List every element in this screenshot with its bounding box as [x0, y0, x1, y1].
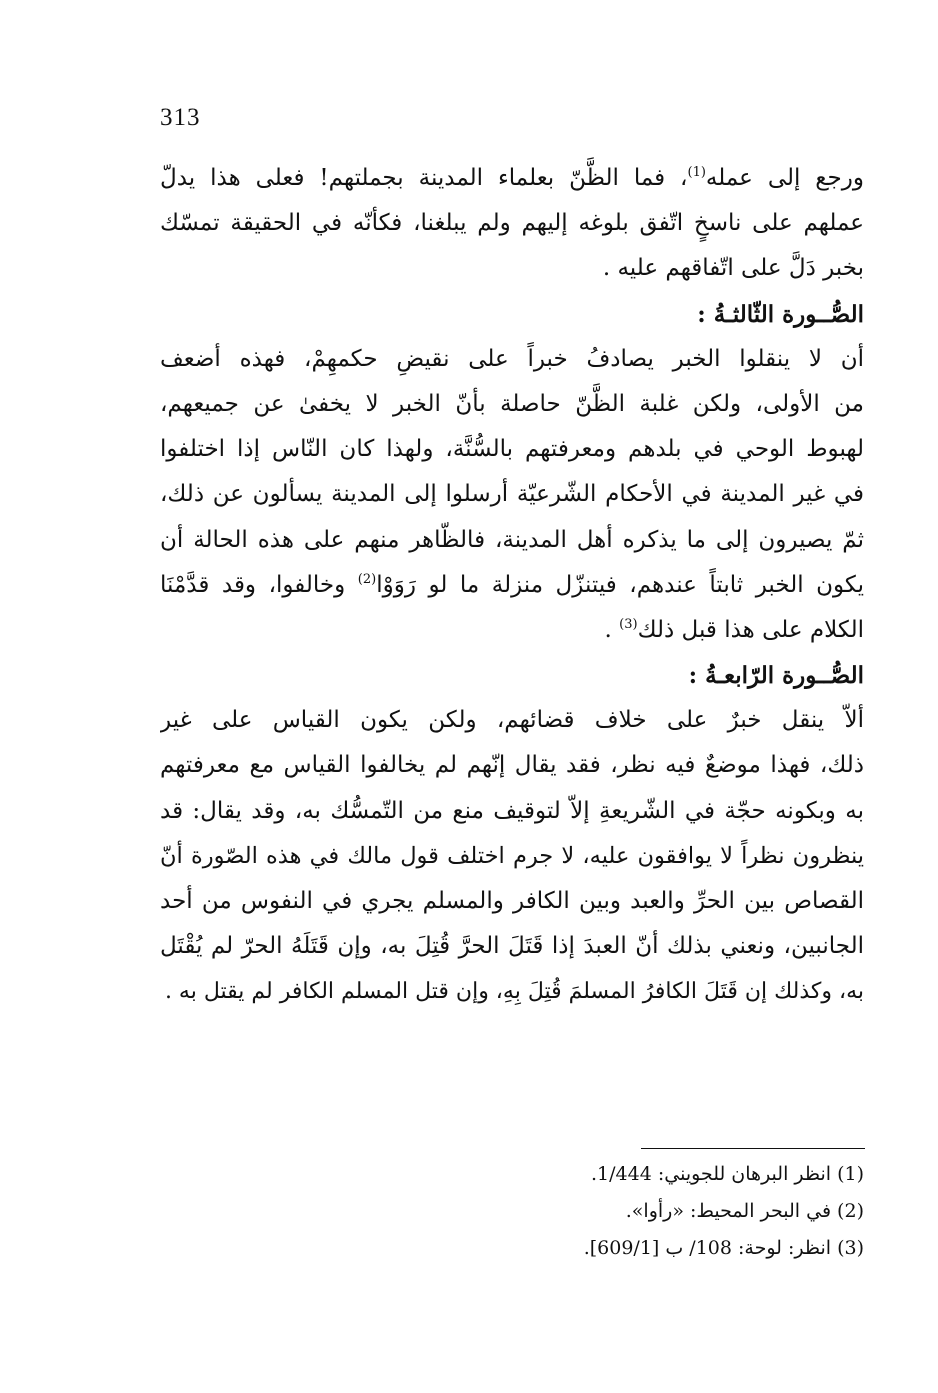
footnote-ref-1: (1)	[687, 165, 706, 180]
section-heading-third: الصُّــورة الثّالثـةُ :	[697, 300, 864, 328]
page-number: 313	[160, 104, 201, 131]
text-segment: .	[604, 616, 620, 643]
footnote-ref-2: (2)	[357, 571, 377, 587]
text-line: به وبكونه حجّة في الشّريعةِ إلاّ لتوقيف منع من التّمسُّك به، وقد يقال: قد	[160, 797, 864, 824]
text-segment: ، فما الظَّنّ بعلماء المدينة بجملتهم! فعلى هذا يدلّ	[160, 165, 688, 191]
text-line	[160, 156, 864, 201]
footnotes	[160, 1156, 864, 1267]
footnote-1: (1) انظر البرهان للجويني: 1/444.	[591, 1163, 864, 1185]
text-line	[160, 608, 864, 653]
text-line	[160, 563, 864, 608]
footnote-divider	[641, 1148, 865, 1149]
text-line: به، وكذلك إن قَتَلَ الكافرُ المسلمَ قُتِلَ بِهِ، وإن قتل المسلم الكافر لم يقتل به .	[164, 979, 864, 1005]
section-heading-fourth: الصُّــورة الرّابعـةُ :	[688, 662, 864, 690]
text-segment: وخالفوا، وقد قدَّمْنَا	[160, 571, 358, 598]
text-segment: الكلام على هذا قبل ذلك	[637, 616, 864, 643]
text-line: ثمّ يصيرون إلى ما يذكره أهل المدينة، فالظّاهر منهم على هذه الحالة أن	[160, 526, 864, 553]
text-segment: يكون الخبر ثابتاً عندهم، فيتنزّل منزلة ما لو رَوَوْا	[376, 571, 864, 598]
text-segment: ورجع إلى عمله	[705, 165, 864, 191]
text-line: أن لا ينقلوا الخبر يصادفُ خبراً على نقيضِ حكمهِمْ، فهذه أضعف	[160, 345, 864, 372]
text-line: عملهم على ناسخٍ اتّفق بلوغه إليهم ولم يبلغنا، فكأنّه في الحقيقة تمسّك	[160, 210, 864, 237]
text-line: ألاّ ينقل خبرٌ على خلاف قضائهم، ولكن يكون القياس على غير	[160, 707, 864, 734]
text-line: ينظرون نظراً لا يوافقون عليه، لا جرم اختلف قول مالك في هذه الصّورة أنّ	[160, 842, 864, 869]
footnote-3: (3) انظر: لوحة: 108/ ب [609/1].	[583, 1237, 864, 1259]
text-line: بخبر دَلَّ على اتّفاقهم عليه .	[602, 255, 864, 282]
text-line: لهبوط الوحي في بلدهم ومعرفتهم بالسُّنَّة، ولهذا كان النّاس إذا اختلفوا	[160, 436, 864, 463]
text-line: ذلك، فهذا موضعٌ فيه نظر، فقد يقال إنّهم لم يخالفوا القياس مع معرفتهم	[160, 752, 864, 779]
main-text	[160, 156, 864, 1015]
text-line: القصاص بين الحرِّ والعبد وبين الكافر والمسلم يجري في النفوس من أحد	[160, 888, 864, 914]
text-line: في غير المدينة في الأحكام الشّرعيّة أرسلوا إلى المدينة يسألون عن ذلك،	[160, 481, 864, 508]
footnote-2: (2) في البحر المحيط: «رأوا».	[625, 1200, 864, 1222]
footnote-ref-3: (3)	[619, 616, 638, 632]
text-line: الجانبين، ونعني بذلك أنّ العبدَ إذا قَتَلَ الحرَّ قُتِلَ به، وإن قَتَلَهُ الحرّ لم يُقْتَل	[160, 933, 864, 960]
text-line: من الأولى، ولكن غلبة الظَّنّ حاصلة بأنّ الخبر لا يخفىٰ عن جميعهم،	[160, 390, 864, 417]
